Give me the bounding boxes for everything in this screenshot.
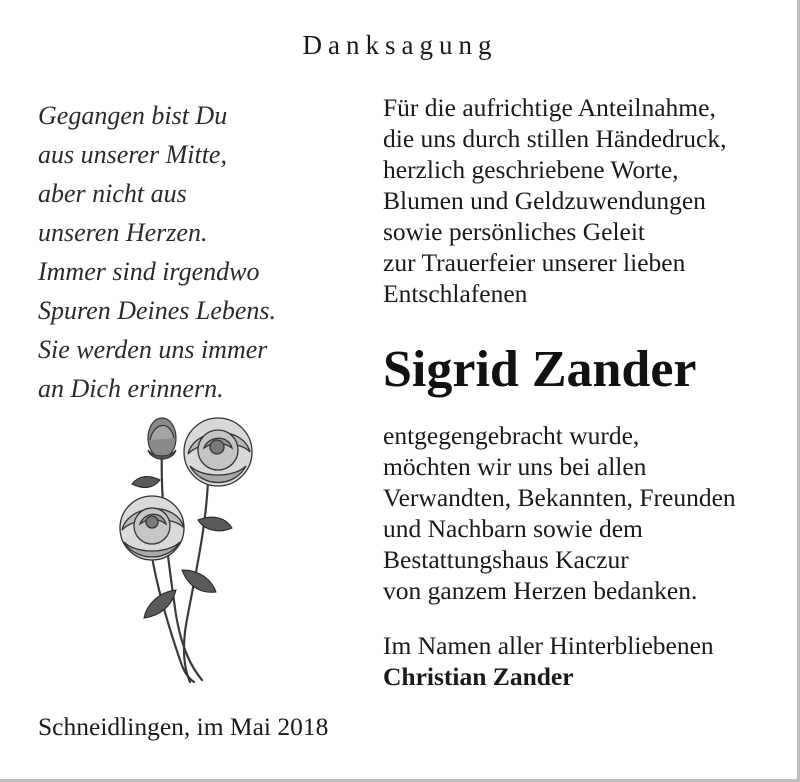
text-line: sowie persönliches Geleit [383, 217, 646, 246]
place-date: Schneidlingen, im Mai 2018 [38, 712, 329, 741]
poem-line: Sie werden uns immer [38, 335, 268, 364]
poem-line: aus unserer Mitte, [38, 140, 227, 169]
roses-icon [110, 410, 270, 685]
text-line: Entschlafenen [383, 279, 528, 308]
text-line: Verwandten, Bekannten, Freunden [383, 483, 736, 512]
text-line: zur Trauerfeier unserer lieben [383, 248, 686, 277]
signer-name: Christian Zander [383, 662, 574, 691]
deceased-name: Sigrid Zander [383, 341, 697, 398]
outro-paragraph [383, 420, 736, 606]
text-line: herzlich geschriebene Worte, [383, 155, 679, 184]
poem-line: aber nicht aus [38, 179, 187, 208]
memorial-poem [38, 96, 276, 408]
intro-paragraph [383, 92, 726, 309]
signature-block [383, 630, 714, 692]
text-line: Für die aufrichtige Anteilnahme, [383, 93, 716, 122]
poem-line: Gegangen bist Du [38, 101, 228, 130]
text-line: und Nachbarn sowie dem [383, 514, 643, 543]
poem-line: Immer sind irgendwo [38, 257, 260, 286]
poem-line: an Dich erinnern. [38, 374, 224, 403]
poem-line: Spuren Deines Lebens. [38, 296, 277, 325]
text-line: entgegengebracht wurde, [383, 421, 640, 450]
sign-line: Im Namen aller Hinterbliebenen [383, 631, 714, 660]
text-line: Blumen und Geldzuwendungen [383, 186, 706, 215]
text-line: möchten wir uns bei allen [383, 452, 647, 481]
poem-line: unseren Herzen. [38, 218, 208, 247]
text-line: Bestattungshaus Kaczur [383, 545, 629, 574]
text-line: die uns durch stillen Händedruck, [383, 124, 727, 153]
notice-title: Danksagung [302, 30, 498, 60]
text-line: von ganzem Herzen bedanken. [383, 576, 698, 605]
